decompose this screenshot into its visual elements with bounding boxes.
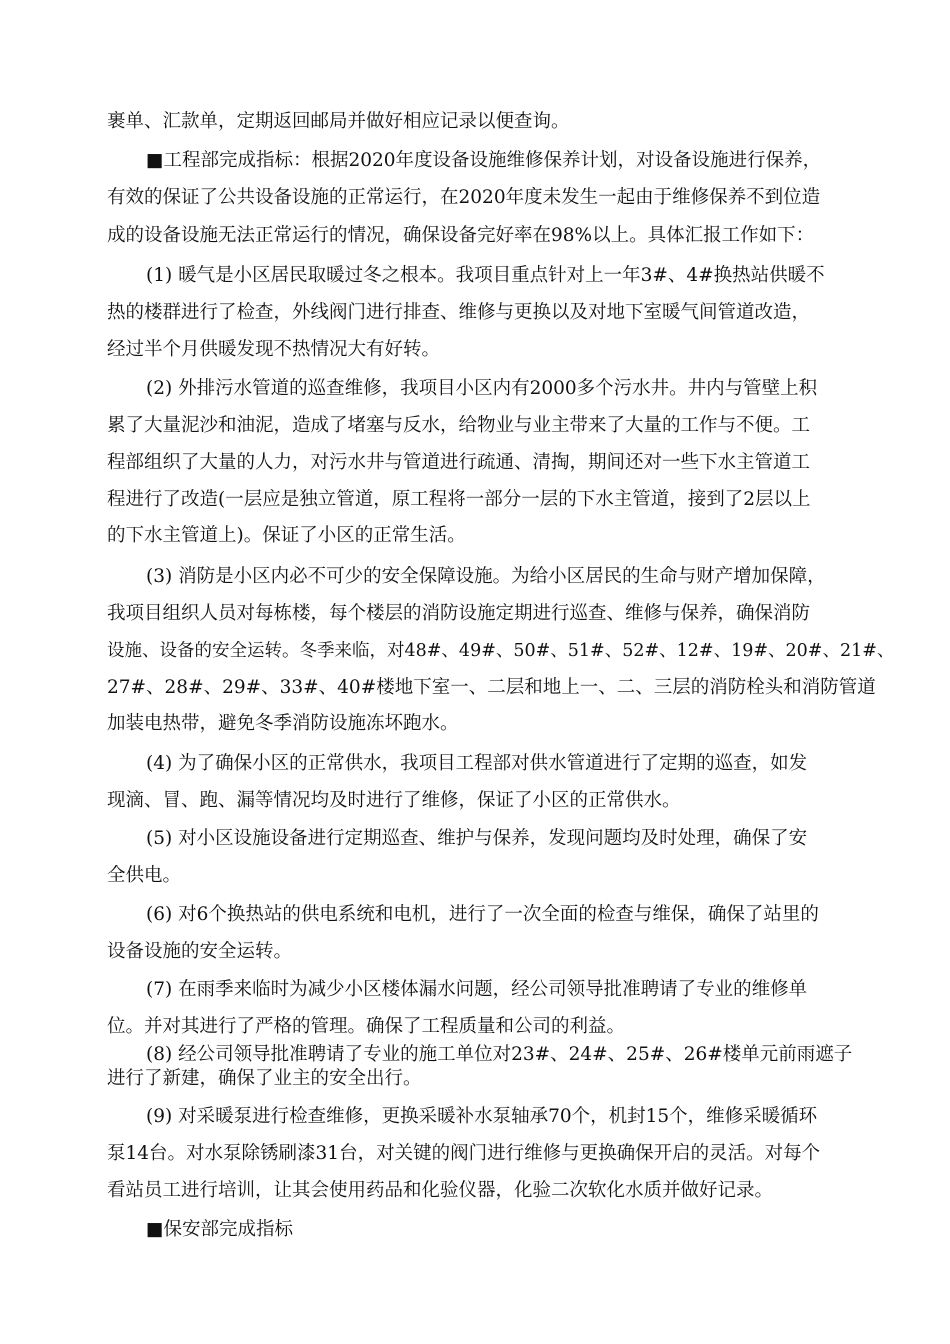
text-line: 加装电热带，避免冬季消防设施冻坏跑水。 bbox=[107, 713, 459, 734]
list-item: (4) 为了确保小区的正常供水，我项目工程部对供水管道进行了定期的巡查，如发 bbox=[146, 753, 808, 774]
text-line: 27#、28#、29#、33#、40#楼地下室一、二层和地上一、二、三层的消防栓头和消防管道 bbox=[107, 677, 876, 698]
text-line: 现滴、冒、跑、漏等情况均及时进行了维修，保证了小区的正常供水。 bbox=[107, 790, 681, 811]
text-line: 成的设备设施无法正常运行的情况，确保设备完好率在98%以上。具体汇报工作如下： bbox=[107, 225, 815, 246]
text-line: 泵14台。对水泵除锈刷漆31台，对关键的阀门进行维修与更换确保开启的灵活。对每个 bbox=[107, 1143, 821, 1164]
text-line: 程部组织了大量的人力，对污水井与管道进行疏通、清掏，期间还对一些下水主管道工 bbox=[107, 452, 811, 473]
text-line: 位。并对其进行了严格的管理。确保了工程质量和公司的利益。 bbox=[107, 1016, 626, 1037]
text-line: 进行了新建，确保了业主的安全出行。 bbox=[107, 1068, 422, 1089]
text-line: 看站员工进行培训，让其会使用药品和化验仪器，化验二次软化水质并做好记录。 bbox=[107, 1180, 774, 1201]
text-line: 的下水主管道上)。保证了小区的正常生活。 bbox=[107, 525, 466, 546]
list-item: (3) 消防是小区内必不可少的安全保障设施。为给小区居民的生命与财产增加保障， bbox=[146, 566, 826, 587]
list-item: (9) 对采暖泵进行检查维修，更换采暖补水泵轴承70个，机封15个，维修采暖循环 bbox=[146, 1106, 818, 1127]
text-line: 有效的保证了公共设备设施的正常运行，在2020年度未发生一起由于维修保养不到位造 bbox=[107, 187, 821, 208]
list-item: (7) 在雨季来临时为减少小区楼体漏水问题，经公司领导批准聘请了专业的维修单 bbox=[146, 979, 808, 1000]
text-line: 程进行了改造(一层应是独立管道，原工程将一部分一层的下水主管道，接到了2层以上 bbox=[107, 489, 811, 510]
text-line: 设施、设备的安全运转。冬季来临，对48#、49#、50#、51#、52#、12#、19#、20#、21#、 bbox=[107, 641, 895, 661]
text-line: 累了大量泥沙和油泥，造成了堵塞与反水，给物业与业主带来了大量的工作与不便。工 bbox=[107, 415, 811, 436]
section-heading: ■工程部完成指标：根据2020年度设备设施维修保养计划，对设备设施进行保养， bbox=[146, 150, 822, 171]
list-item: (6) 对6个换热站的供电系统和电机，进行了一次全面的检查与维保，确保了站里的 bbox=[146, 904, 819, 925]
text-line: 裹单、汇款单，定期返回邮局并做好相应记录以便查询。 bbox=[107, 111, 570, 132]
list-item: (2) 外排污水管道的巡查维修，我项目小区内有2000多个污水井。井内与管壁上积 bbox=[146, 378, 818, 399]
list-item: (5) 对小区设施设备进行定期巡查、维护与保养，发现问题均及时处理，确保了安 bbox=[146, 828, 808, 849]
text-line: 热的楼群进行了检查，外线阀门进行排查、维修与更换以及对地下室暖气间管道改造， bbox=[107, 302, 811, 323]
text-line: 全供电。 bbox=[107, 865, 182, 886]
list-item: (1) 暖气是小区居民取暖过冬之根本。我项目重点针对上一年3#、4#换热站供暖不 bbox=[146, 265, 825, 286]
text-line: 经过半个月供暖发现不热情况大有好转。 bbox=[107, 339, 441, 360]
section-heading: ■保安部完成指标 bbox=[146, 1219, 293, 1240]
text-line: 我项目组织人员对每栋楼，每个楼层的消防设施定期进行巡查、维修与保养，确保消防 bbox=[107, 603, 811, 624]
list-item: (8) 经公司领导批准聘请了专业的施工单位对23#、24#、25#、26#楼单元前雨遮子 bbox=[146, 1044, 853, 1065]
text-line: 设备设施的安全运转。 bbox=[107, 941, 293, 962]
